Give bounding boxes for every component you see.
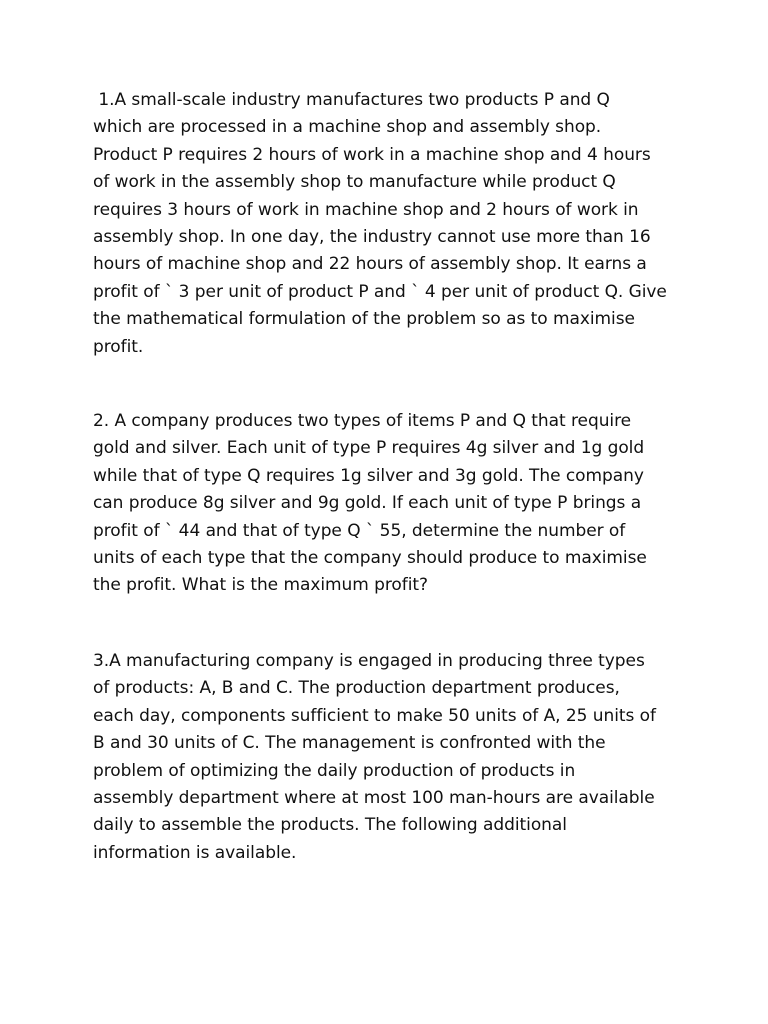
question-2-line: units of each type that the company should produce to maximise [93,548,647,569]
question-3-line: problem of optimizing the daily production of products in [93,760,576,781]
question-1 [93,87,693,361]
question-3-line: information is available. [93,842,297,863]
question-1-line: requires 3 hours of work in machine shop and 2 hours of work in [93,199,639,220]
question-1-line: assembly shop. In one day, the industry cannot use more than 16 [93,227,651,248]
question-2-line: while that of type Q requires 1g silver and 3g gold. The company [93,465,644,486]
question-3-line: assembly department where at most 100 man-hours are available [93,788,655,809]
question-3-line: each day, components sufficient to make 50 units of A, 25 units of [93,705,656,726]
question-3-line: 3.A manufacturing company is engaged in producing three types [93,651,645,671]
question-1-line: hours of machine shop and 22 hours of assembly shop. It earns a [93,254,647,275]
question-2-line: can produce 8g silver and 9g gold. If each unit of type P brings a [93,493,642,514]
question-3-line: of products: A, B and C. The production department produces, [93,678,620,699]
question-1-line: profit. [93,336,144,357]
question-1-line: 1.A small-scale industry manufactures two products P and Q [93,90,610,110]
question-2-line: the profit. What is the maximum profit? [93,575,428,596]
question-1-line: which are processed in a machine shop and assembly shop. [93,117,602,138]
question-2-line: profit of ` 44 and that of type Q ` 55, determine the number of [93,520,626,541]
question-1-line: Product P requires 2 hours of work in a machine shop and 4 hours [93,144,651,165]
question-3-line: daily to assemble the products. The following additional [93,815,567,836]
question-3-line: B and 30 units of C. The management is confronted with the [93,733,606,754]
question-2 [93,408,693,600]
question-2-line: 2. A company produces two types of items P and Q that require [93,411,632,431]
question-3 [93,648,693,867]
question-1-line: profit of ` 3 per unit of product P and ` 4 per unit of product Q. Give [93,281,667,302]
question-1-line: of work in the assembly shop to manufacture while product Q [93,172,616,193]
question-2-line: gold and silver. Each unit of type P requires 4g silver and 1g gold [93,438,645,459]
question-1-line: the mathematical formulation of the problem so as to maximise [93,309,635,330]
